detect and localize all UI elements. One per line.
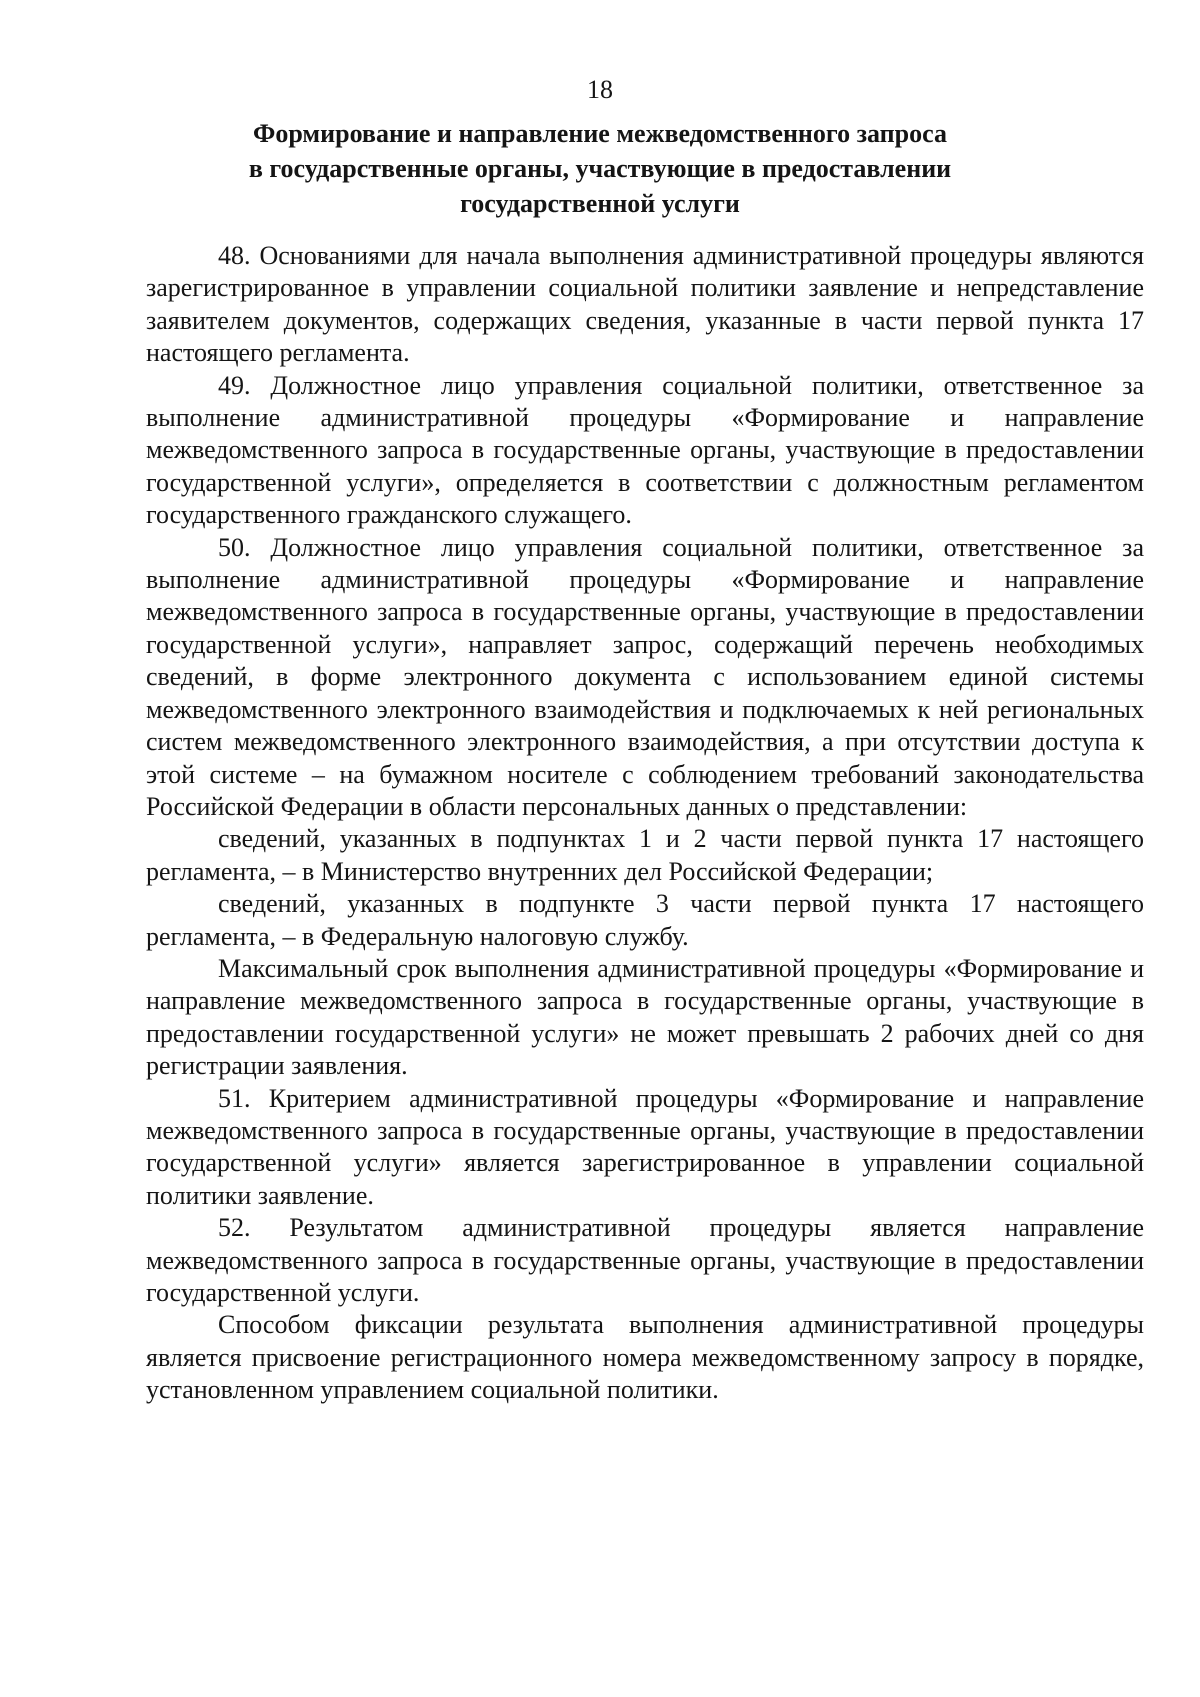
section-heading (150, 116, 1050, 221)
page-number: 18 (587, 75, 613, 104)
document-body (146, 240, 1144, 1407)
paragraph-50-max-term: Максимальный срок выполнения административной процедуры «Формирование и направление межведомственного запроса в государственные органы, участвующие в предоставлении государственной услуги» не может превышать 2 рабочих дней со дня регистрации заявления. (146, 953, 1144, 1081)
paragraph-50-item-1: сведений, указанных в подпунктах 1 и 2 части первой пункта 17 настоящего регламента, – в Министерство внутренних дел Российской Федерации; (146, 824, 1144, 886)
paragraph-50: 50. Должностное лицо управления социальной политики, ответственное за выполнение административной процедуры «Формирование и направление межведомственного запроса в государственные органы, участвующие в предоставлении государственной услуги», направляет запрос, содержащий перечень необходимых сведений, в форме электронного документа с использованием единой системы межведомственного электронного взаимодействия и подключаемых к ней региональных систем межведомственного электронного взаимодействия, а при отсутствии доступа к этой системе – на бумажном носителе с соблюдением требований законодательства Российской Федерации в области персональных данных о представлении: (146, 532, 1144, 821)
paragraph-51: 51. Критерием административной процедуры «Формирование и направление межведомственного запроса в государственные органы, участвующие в предоставлении государственной услуги» является зарегистрированное в управлении социальной политики заявление. (146, 1083, 1144, 1210)
paragraph-52: 52. Результатом административной процедуры является направление межведомственного запроса в государственные органы, участвующие в предоставлении государственной услуги. (146, 1213, 1144, 1307)
paragraph-52-fixation: Способом фиксации результата выполнения административной процедуры является присвоение регистрационного номера межведомственному запросу в порядке, установленном управлением социальной политики. (146, 1310, 1144, 1405)
heading-line-1: Формирование и направление межведомственного запроса (253, 119, 947, 148)
heading-line-3: государственной услуги (460, 189, 740, 218)
paragraph-50-item-2: сведений, указанных в подпункте 3 части первой пункта 17 настоящего регламента, – в Федеральную налоговую службу. (146, 889, 1144, 951)
heading-line-2: в государственные органы, участвующие в предоставлении (248, 154, 952, 183)
paragraph-48: 48. Основаниями для начала выполнения административной процедуры являются зарегистрированное в управлении социальной политики заявление и непредставление заявителем документов, содержащих сведения, указанные в части первой пункта 17 настоящего регламента. (146, 241, 1144, 368)
paragraph-49: 49. Должностное лицо управления социальной политики, ответственное за выполнение административной процедуры «Формирование и направление межведомственного запроса в государственные органы, участвующие в предоставлении государственной услуги», определяется в соответствии с должностным регламентом государственного гражданского служащего. (146, 370, 1144, 530)
